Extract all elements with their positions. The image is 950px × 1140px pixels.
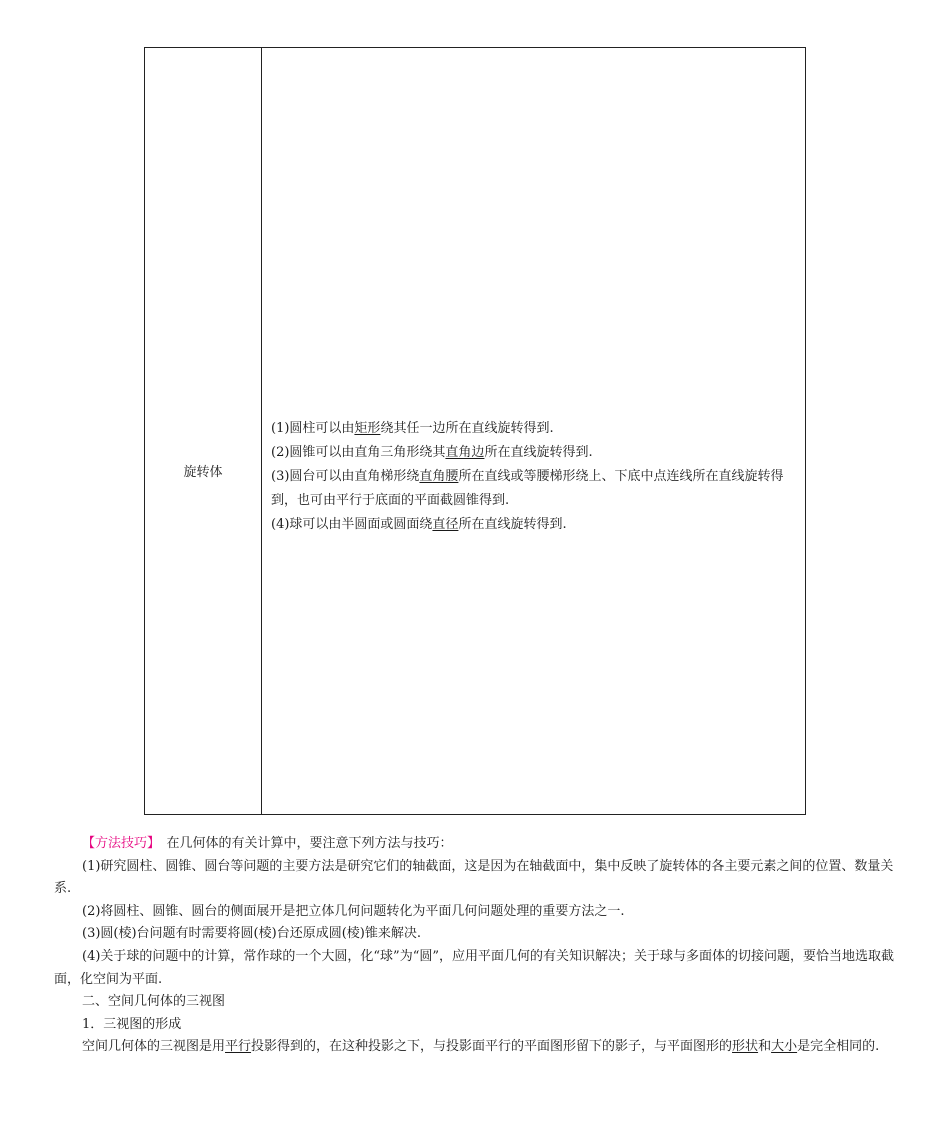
table-divider: [261, 48, 262, 814]
answer-term: 矩形: [354, 421, 381, 436]
table-item-cone: (2)圆锥可以由直角三角形绕其直角边所在直线旋转得到.: [271, 445, 593, 460]
method-point: (4)关于球的问题中的计算，常作球的一个大圆，化“球”为“圆”，应用平面几何的有关知识解决；关于球与多面体的切接问题，要恰当地选取截面，化空间为平面.: [54, 948, 894, 987]
section-subheading: 1．三视图的形成: [82, 1016, 182, 1032]
method-tag: 【方法技巧】: [82, 836, 154, 851]
table-item-frustum: (3)圆台可以由直角梯形绕直角腰所在直线或等腰梯形绕上、下底中点连线所在直线旋转得到，也可由平行于底面的平面截圆锥得到.: [271, 469, 784, 508]
answer-term: 平行: [225, 1039, 252, 1055]
method-section: [54, 833, 896, 1059]
section-heading: 二、空间几何体的三视图: [82, 994, 226, 1010]
table-item-cylinder: (1)圆柱可以由矩形绕其任一边所在直线旋转得到.: [271, 421, 554, 436]
answer-term: 直角腰: [419, 469, 459, 484]
method-intro: 【方法技巧】 在几何体的有关计算中，要注意下列方法与技巧：: [82, 836, 453, 851]
table-cell-content: [271, 417, 797, 537]
section-paragraph: 空间几何体的三视图是用平行投影得到的，在这种投影之下，与投影面平行的平面图形留下的影子，与平面图形的形状和大小是完全相同的.: [82, 1039, 880, 1055]
table-item-sphere: (4)球可以由半圆面或圆面绕直径所在直线旋转得到.: [271, 517, 567, 532]
method-point: (2)将圆柱、圆锥、圆台的侧面展开是把立体几何问题转化为平面几何问题处理的重要方法之一.: [82, 903, 625, 919]
definition-table: [144, 47, 806, 815]
answer-term: 大小: [771, 1039, 798, 1055]
method-point: (1)研究圆柱、圆锥、圆台等问题的主要方法是研究它们的轴截面，这是因为在轴截面中，集中反映了旋转体的各主要元素之间的位置、数量关系.: [54, 858, 894, 897]
method-point: (3)圆(棱)台问题有时需要将圆(棱)台还原成圆(棱)锥来解决.: [82, 926, 421, 942]
row-label: 旋转体: [183, 465, 223, 480]
answer-term: 直角边: [445, 445, 485, 460]
answer-term: 直径: [432, 517, 459, 532]
answer-term: 形状: [732, 1039, 759, 1055]
